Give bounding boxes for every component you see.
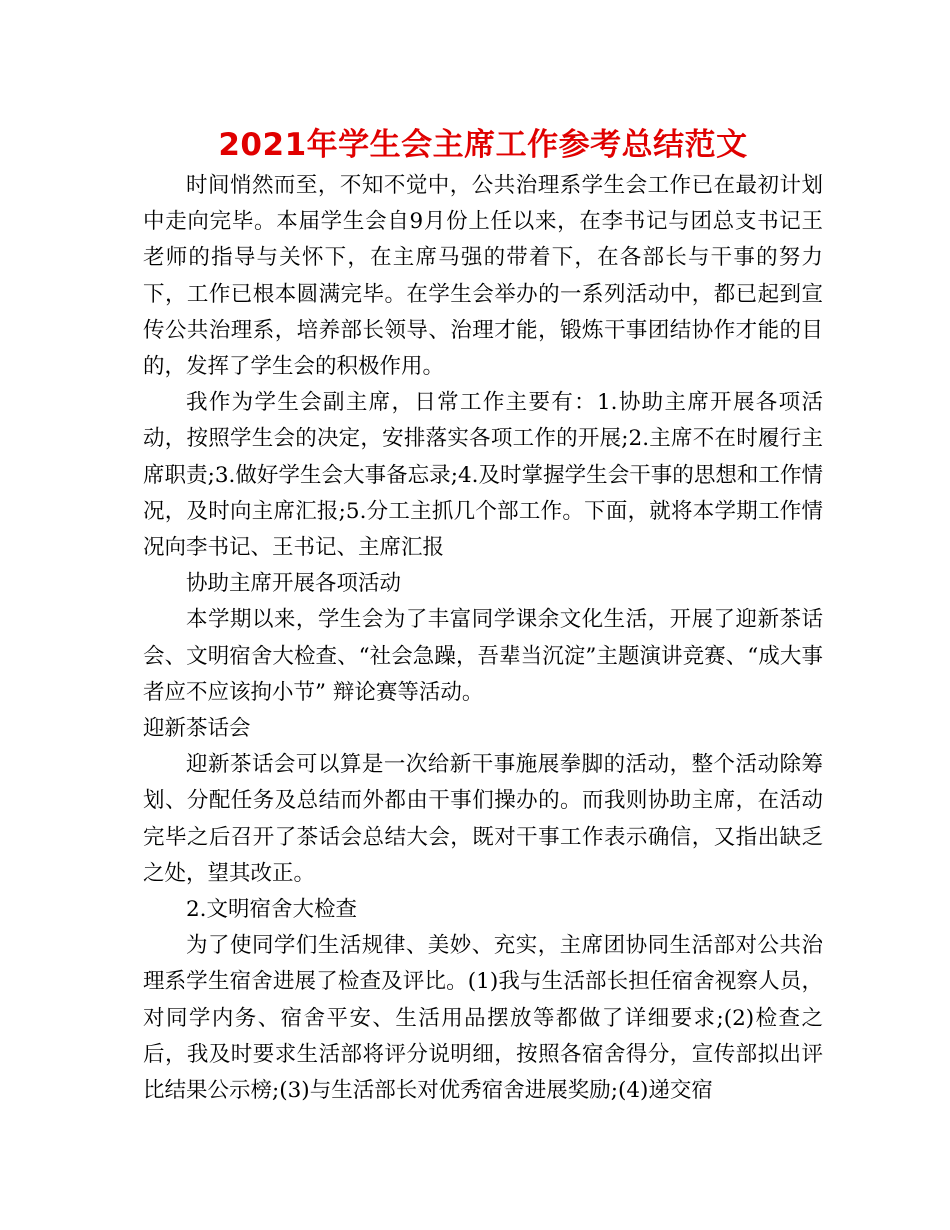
paragraph-activities: 本学期以来，学生会为了丰富同学课余文化生活，开展了迎新茶话会、文明宿舍大检查、“社会急躁，吾辈当沉淀”主题演讲竞赛、“成大事者应不应该拘小节” 辩论赛等活动。 (143, 607, 823, 705)
paragraph-intro: 时间悄然而至，不知不觉中，公共治理系学生会工作已在最初计划中走向完毕。本届学生会自9月份上任以来，在李书记与团总支书记王老师的指导与关怀下，在主席马强的带着下，在各部长与干事的努力下，工作已根本圆满完毕。在学生会举办的一系列活动中，都已起到宣传公共治理系，培养部长领导、治理才能，锻炼干事团结协作才能的目的，发挥了学生会的积极作用。 (143, 173, 823, 380)
section-heading-dorm-inspection: 2.文明宿舍大检查 (186, 897, 358, 923)
document-body (143, 122, 823, 1109)
paragraph-tea-party: 迎新茶话会可以算是一次给新干事施展拳脚的活动，整个活动除筹划、分配任务及总结而外都由干事们操办的。而我则协助主席，在活动完毕之后召开了茶话会总结大会，既对干事工作表示确信，又指出缺乏之处，望其改正。 (143, 752, 823, 886)
paragraph-duties: 我作为学生会副主席，日常工作主要有：1.协助主席开展各项活动，按照学生会的决定，安排落实各项工作的开展;2.主席不在时履行主席职责;3.做好学生会大事备忘录;4.及时掌握学生会干事的思想和工作情况，及时向主席汇报;5.分工主抓几个部工作。下面，就将本学期工作情况向李书记、王书记、主席汇报 (143, 390, 823, 561)
paragraph-dorm-inspection: 为了使同学们生活规律、美妙、充实，主席团协同生活部对公共治理系学生宿舍进展了检查及评比。(1)我与生活部长担任宿舍视察人员，对同学内务、宿舍平安、生活用品摆放等都做了详细要求;(2)检查之后，我及时要求生活部将评分说明细，按照各宿舍得分，宣传部拟出评比结果公示榜;(3)与生活部长对优秀宿舍进展奖励;(4)递交宿 (143, 933, 823, 1104)
section-heading-assist-chairman: 协助主席开展各项活动 (186, 571, 402, 597)
document-title: 2021年学生会主席工作参考总结范文 (218, 127, 748, 163)
section-heading-tea-party: 迎新茶话会 (143, 716, 251, 742)
